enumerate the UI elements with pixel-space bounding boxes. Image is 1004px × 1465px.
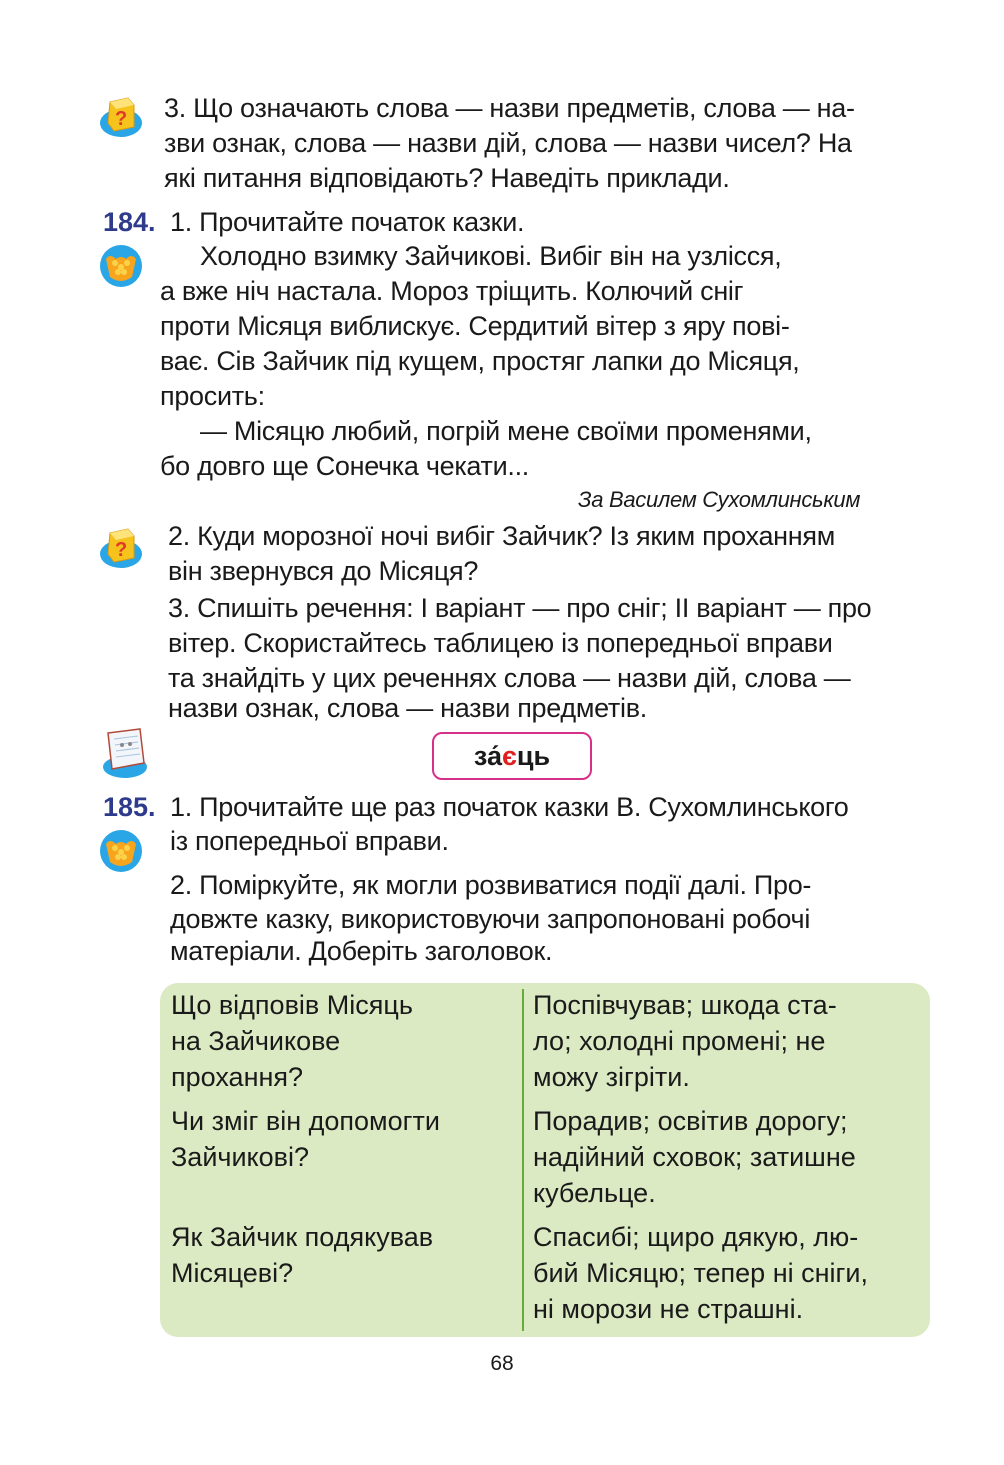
table-row-3-question: Як Зайчик подякував Місяцеві? xyxy=(171,1222,434,1288)
dictionary-word-start: за́ xyxy=(473,740,502,771)
table-row-2-question: Чи зміг він допомогти Зайчикові? xyxy=(171,1106,440,1172)
prev-task3-line-2: зви ознак, слова — назви дій, слова — назви чисел? На xyxy=(164,128,852,158)
ex185-task2-line-1: 2. Поміркуйте, як могли розвиватися події далі. Про- xyxy=(170,870,812,900)
page-number: 68 xyxy=(490,1352,514,1375)
ex185-task1-line-1: 1. Прочитайте ще раз початок казки В. Сухомлинського xyxy=(170,792,849,822)
svg-text:?: ? xyxy=(115,539,128,561)
prev-task3-line-1: 3. Що означають слова — назви предметів, слова — на- xyxy=(164,93,855,123)
story-line-5: просить: xyxy=(160,381,265,411)
ex184-task3-line-1: 3. Спишіть речення: І варіант — про сніг; ІІ варіант — про xyxy=(168,593,872,623)
ex185-task1-line-2: із попередньої вправи. xyxy=(170,826,449,856)
dictionary-word-accent-letter: є xyxy=(501,740,517,771)
dictionary-word-end: ць xyxy=(516,740,551,771)
ex184-task3-line-2: вітер. Скористайтесь таблицею із попередньої вправи xyxy=(168,628,833,658)
ex184-task2-line-1: 2. Куди морозної ночі вибіг Зайчик? Із яким проханням xyxy=(168,521,835,551)
ex184-task3-line-4: назви ознак, слова — назви предметів. xyxy=(168,693,647,723)
table-row-1-answer: Поспівчував; шкода ста- ло; холодні промені; не можу зігріти. xyxy=(533,990,837,1092)
story-attribution: За Василем Сухомлинським xyxy=(578,487,861,512)
exercise-185-number: 185. xyxy=(103,792,156,822)
question-cube-icon xyxy=(98,524,144,570)
story-line-6: — Місяцю любий, погрій мене своїми променями, xyxy=(200,416,812,446)
ex184-task2-line-2: він звернувся до Місяця? xyxy=(168,556,479,586)
ex184-task3-line-3: та знайдіть у цих реченнях слова — назви дій, слова — xyxy=(168,663,851,693)
ex185-task2-line-2: довжте казку, використовуючи запропоновані робочі xyxy=(170,904,811,934)
story-line-7: бо довго ще Сонечка чекати... xyxy=(160,451,529,481)
question-cube-icon xyxy=(98,93,144,139)
exercise-184-number: 184. xyxy=(103,207,156,237)
prev-task3-line-3: які питання відповідають? Наведіть приклади. xyxy=(164,163,730,193)
table-divider xyxy=(522,989,524,1331)
ex185-task2-line-3: матеріали. Доберіть заголовок. xyxy=(170,936,553,966)
story-line-3: проти Місяця виблискує. Сердитий вітер з яру пові- xyxy=(160,311,790,341)
story-line-4: ває. Сів Зайчик під кущем, простяг лапки до Місяця, xyxy=(160,346,800,376)
dictionary-word-box xyxy=(432,732,592,780)
table-row-2-answer: Порадив; освітив дорогу; надійний сховок; затишне кубельце. xyxy=(533,1106,856,1208)
story-line-1: Холодно взимку Зайчикові. Вибіг він на узлісся, xyxy=(200,241,782,271)
table-row-3-answer: Спасибі; щиро дякую, лю- бий Місяцю; тепер ні сніги, ні морози не страшні. xyxy=(533,1222,868,1324)
svg-text:?: ? xyxy=(115,108,128,130)
table-row-1-question: Що відповів Місяць на Зайчикове прохання? xyxy=(171,990,413,1092)
dictionary-notebook-icon xyxy=(100,727,150,779)
honeycomb-read-icon xyxy=(98,828,144,874)
story-line-2: а вже ніч настала. Мороз тріщить. Колючий сніг xyxy=(160,276,744,306)
working-materials-table xyxy=(160,983,930,1337)
ex184-task1: 1. Прочитайте початок казки. xyxy=(170,207,525,237)
honeycomb-read-icon xyxy=(98,243,144,289)
